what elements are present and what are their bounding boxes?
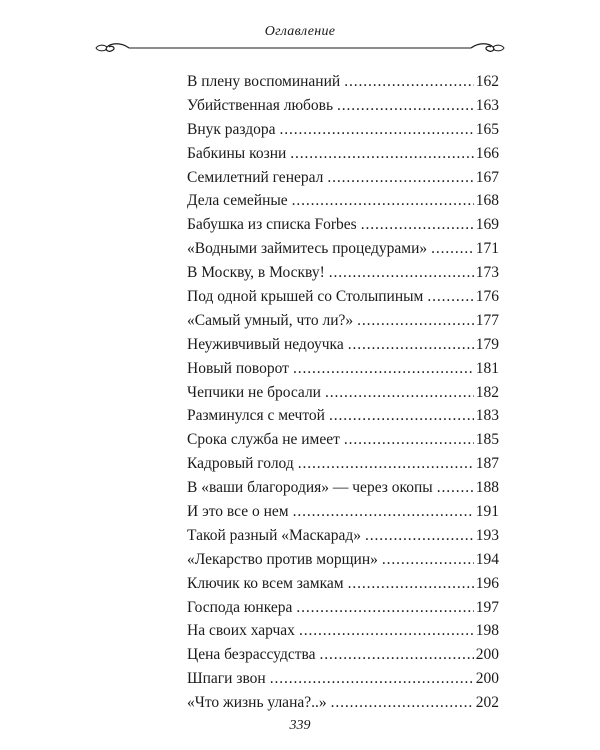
toc-entry-title: Такой разный «Маскарад»: [187, 526, 361, 544]
toc-entry: [187, 333, 499, 357]
toc-dot-leader: [327, 166, 473, 190]
toc-entry: [187, 381, 499, 405]
toc-entry-page: 176: [475, 288, 499, 306]
toc-entry: [187, 213, 499, 237]
toc-entry-title: Внук раздора: [187, 120, 276, 138]
toc-dot-leader: [298, 452, 474, 476]
toc-entry-title: Под одной крышей со Столыпиным: [187, 288, 424, 306]
toc-entry-page: 200: [475, 646, 499, 664]
toc-dot-leader: [320, 643, 474, 667]
toc-entry-page: 194: [475, 550, 499, 568]
toc-entry: [187, 524, 499, 548]
toc-dot-leader: [344, 428, 474, 452]
toc-entry-title: Цена безрассудства: [187, 646, 316, 664]
toc-entry-title: «Самый умный, что ли?»: [187, 311, 354, 329]
toc-entry-page: 182: [475, 383, 499, 401]
toc-entry-page: 163: [475, 96, 499, 114]
toc-dot-leader: [348, 333, 474, 357]
toc-entry: [187, 142, 499, 166]
toc-dot-leader: [382, 548, 474, 572]
toc-dot-leader: [357, 309, 474, 333]
toc-dot-leader: [329, 404, 474, 428]
toc-entry-title: Семилетний генерал: [187, 168, 324, 186]
toc-entry-title: Убийственная любовь: [187, 96, 334, 114]
toc-entry-title: Чепчики не бросали: [187, 383, 321, 401]
toc-entry-title: Кадровый голод: [187, 455, 294, 473]
toc-entry: [187, 94, 499, 118]
toc-entry-page: 173: [475, 264, 499, 282]
toc-entry: [187, 572, 499, 596]
toc-dot-leader: [293, 500, 474, 524]
toc-entry-title: «Водными займитесь процедурами»: [187, 240, 428, 258]
toc-dot-leader: [299, 619, 474, 643]
toc-entry: [187, 261, 499, 285]
toc-dot-leader: [270, 667, 474, 691]
toc-entry-title: «Что жизнь улана?..»: [187, 694, 327, 712]
toc-dot-leader: [325, 381, 474, 405]
toc-entry-title: Разминулся с мечтой: [187, 407, 325, 425]
toc-entry-page: 191: [475, 503, 499, 521]
toc-entry: [187, 285, 499, 309]
toc-entry-page: 196: [475, 574, 499, 592]
toc-entry: [187, 309, 499, 333]
toc-dot-leader: [296, 596, 473, 620]
toc-entry-title: Бабкины козни: [187, 144, 287, 162]
toc-entry-page: 198: [475, 622, 499, 640]
toc-entry-title: В «ваши благородия» — через окопы: [187, 479, 433, 497]
ornamental-rule: [95, 40, 505, 56]
toc-entry: [187, 237, 499, 261]
toc-entry-title: На своих харчах: [187, 622, 295, 640]
toc-entry-page: 193: [475, 526, 499, 544]
toc-entry: [187, 643, 499, 667]
toc-entry-page: 202: [475, 694, 499, 712]
toc-entry: [187, 619, 499, 643]
toc-entry: [187, 500, 499, 524]
toc-entry-page: 169: [475, 216, 499, 234]
toc-dot-leader: [337, 94, 474, 118]
toc-entry-title: В Москву, в Москву!: [187, 264, 325, 282]
toc-entry-page: 179: [475, 335, 499, 353]
toc-entry-title: Ключик ко всем замкам: [187, 574, 344, 592]
toc-entry-page: 181: [475, 359, 499, 377]
toc-entry-title: Шпаги звон: [187, 670, 266, 688]
toc-entry: [187, 667, 499, 691]
toc-entry-page: 188: [475, 479, 499, 497]
toc-dot-leader: [361, 213, 474, 237]
running-header: Оглавление: [264, 24, 336, 39]
toc-entry-page: 197: [475, 598, 499, 616]
toc-entry-title: Неуживчивый недоучка: [187, 335, 344, 353]
ornament-flourish-icon: [95, 40, 505, 56]
toc-dot-leader: [331, 691, 474, 715]
toc-entry-title: Дела семейные: [187, 192, 288, 210]
toc-entry-page: 168: [475, 192, 499, 210]
table-of-contents: [187, 70, 499, 715]
toc-dot-leader: [292, 189, 474, 213]
toc-dot-leader: [293, 357, 474, 381]
toc-entry-page: 165: [475, 120, 499, 138]
toc-dot-leader: [290, 142, 473, 166]
toc-entry-page: 177: [475, 311, 499, 329]
toc-entry-title: Бабушка из списка Forbes: [187, 216, 357, 234]
toc-entry: [187, 476, 499, 500]
toc-entry-title: Новый поворот: [187, 359, 289, 377]
toc-entry-page: 183: [475, 407, 499, 425]
page-number: 339: [289, 718, 311, 733]
toc-dot-leader: [365, 524, 474, 548]
toc-entry: [187, 452, 499, 476]
toc-dot-leader: [348, 572, 474, 596]
toc-entry: [187, 428, 499, 452]
toc-entry-page: 166: [475, 144, 499, 162]
toc-entry: [187, 166, 499, 190]
toc-entry: [187, 548, 499, 572]
toc-dot-leader: [329, 261, 474, 285]
toc-dot-leader: [431, 237, 474, 261]
toc-entry-title: В плену воспоминаний: [187, 73, 341, 90]
toc-entry-page: 162: [475, 73, 499, 90]
toc-entry: [187, 70, 499, 94]
toc-dot-leader: [437, 476, 474, 500]
toc-entry-page: 185: [475, 431, 499, 449]
toc-entry: [187, 189, 499, 213]
toc-entry-page: 187: [475, 455, 499, 473]
toc-entry-title: «Лекарство против морщин»: [187, 550, 378, 568]
toc-entry: [187, 357, 499, 381]
toc-entry-page: 167: [475, 168, 499, 186]
toc-entry-title: Срока служба не имеет: [187, 431, 340, 449]
toc-entry: [187, 118, 499, 142]
toc-entry: [187, 691, 499, 715]
toc-dot-leader: [427, 285, 473, 309]
toc-entry-page: 171: [475, 240, 499, 258]
toc-entry-page: 200: [475, 670, 499, 688]
toc-entry: [187, 596, 499, 620]
toc-dot-leader: [280, 118, 474, 142]
toc-entry-title: Господа юнкера: [187, 598, 293, 616]
toc-entry: [187, 404, 499, 428]
toc-entry-title: И это все о нем: [187, 503, 289, 521]
toc-dot-leader: [344, 70, 474, 94]
